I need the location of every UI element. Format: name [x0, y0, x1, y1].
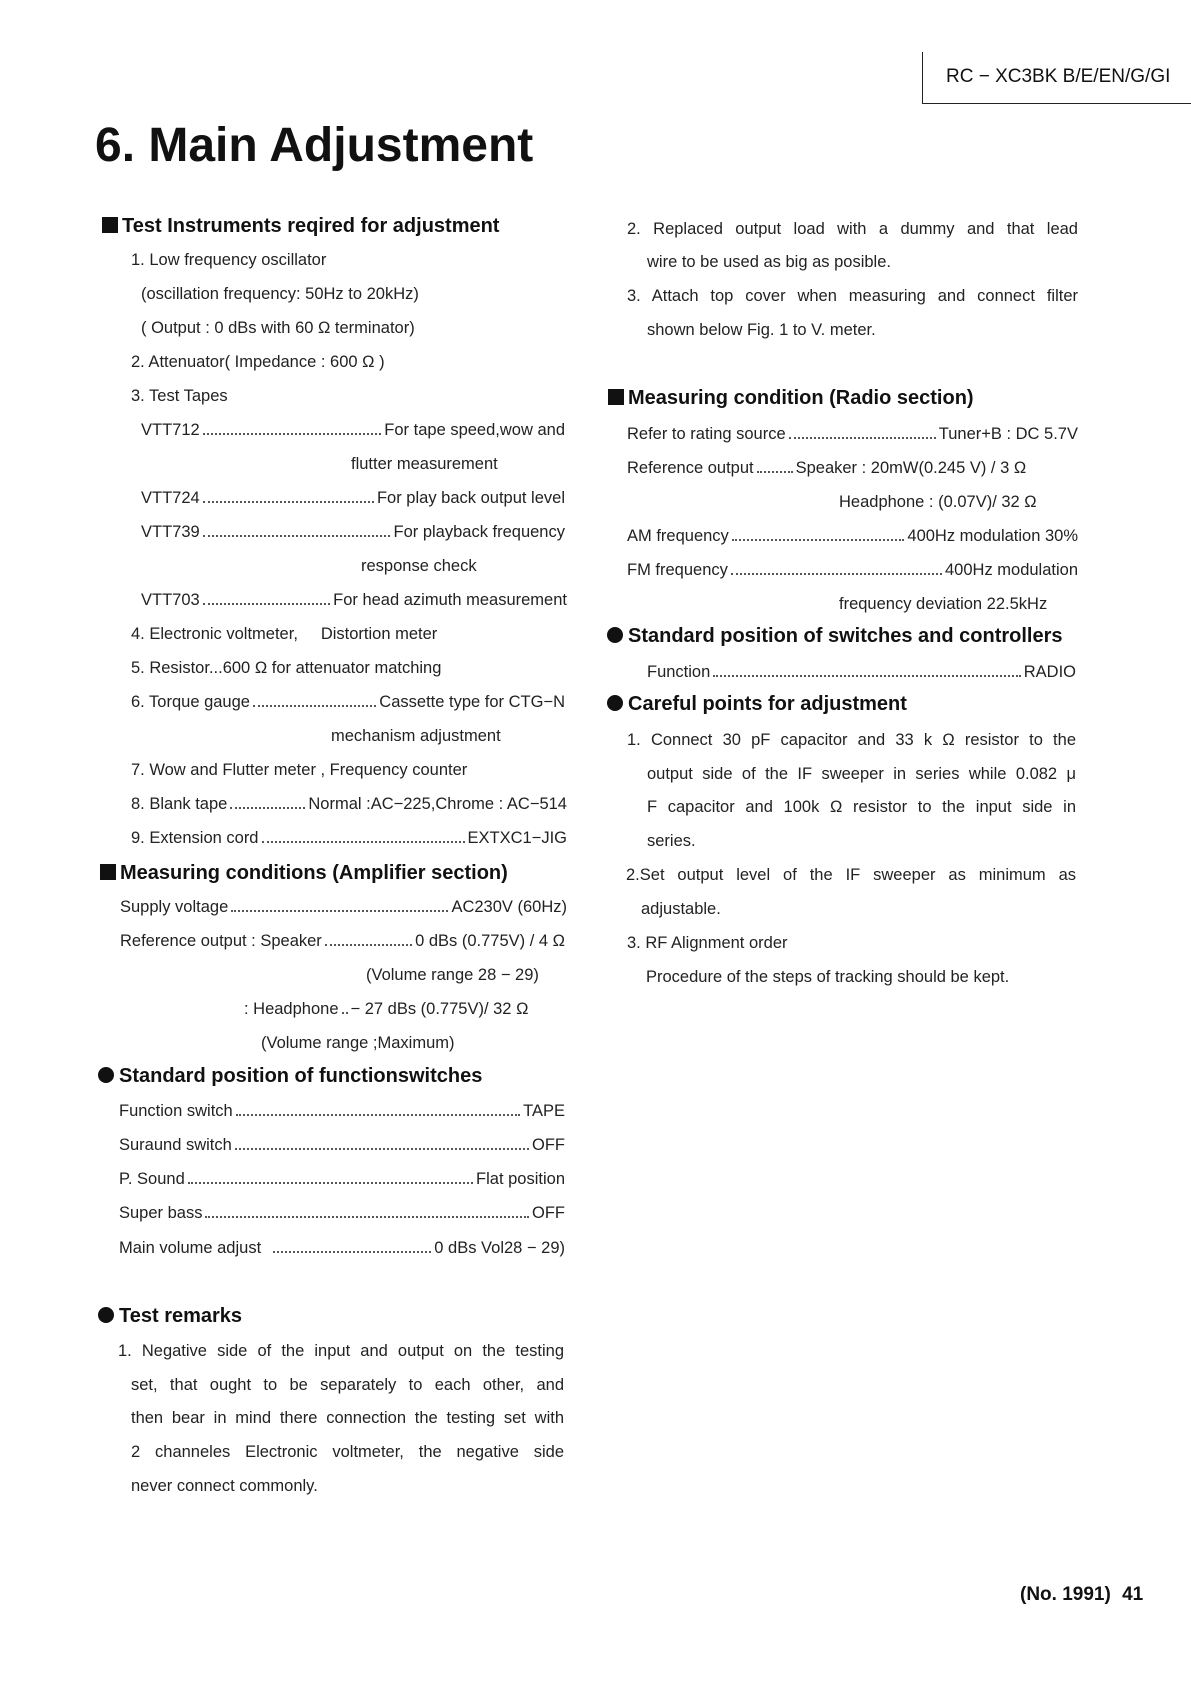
instrument-item-4: 4. Electronic voltmeter, Distortion meter: [131, 625, 438, 643]
careful-line: output side of the IF sweeper in series while 0.082 μ: [647, 765, 1076, 783]
function-radio-row: Function RADIO: [647, 663, 1076, 681]
dot-leader: [325, 944, 412, 946]
amp-reference-row: Reference output : Speaker 0 dBs (0.775V) / 4 Ω: [120, 932, 565, 950]
function-switches-heading: Standard position of functionswitches: [98, 1064, 482, 1088]
instrument-item-3: 3. Test Tapes: [131, 387, 228, 405]
instrument-item-9: 9. Extension cord EXTXC1−JIG: [131, 829, 567, 847]
careful-points-heading: Careful points for adjustment: [607, 692, 907, 716]
dot-leader: [757, 471, 793, 473]
fm-frequency-row: FM frequency 400Hz modulation: [627, 561, 1078, 579]
rating-source-row: Refer to rating source Tuner+B : DC 5.7V: [627, 425, 1078, 443]
dot-leader: [262, 841, 465, 843]
tape-desc: For play back output level: [376, 489, 565, 507]
tape-desc: For tape speed,wow and: [384, 421, 565, 439]
instrument-item-6: 6. Torque gauge Cassette type for CTG−N: [131, 693, 565, 711]
radio-headphone: Headphone : (0.07V)/ 32 Ω: [839, 493, 1037, 511]
tape-row-vtt712: [141, 420, 565, 440]
instrument-item-8: 8. Blank tape Normal :AC−225,Chrome : AC−514: [131, 795, 567, 813]
round-bullet-icon: [607, 627, 623, 643]
tape-code: VTT724: [141, 489, 200, 507]
instrument-item-1: 1. Low frequency oscillator: [131, 251, 327, 269]
careful-line: 1. Connect 30 pF capacitor and 33 k Ω resistor to the: [627, 731, 1076, 749]
radio-reference-row: Reference output Speaker : 20mW(0.245 V) / 3 Ω: [627, 459, 1027, 477]
doc-number: (No. 1991): [1020, 1584, 1111, 1605]
careful-line: adjustable.: [641, 900, 721, 918]
instrument-item-1-freq: (oscillation frequency: 50Hz to 20kHz): [141, 285, 419, 303]
switch-row-function: Function switch TAPE: [119, 1102, 565, 1120]
tape-code: VTT712: [141, 421, 200, 439]
test-remarks-line: then bear in mind there connection the testing set with: [131, 1409, 564, 1427]
supply-voltage-row: Supply voltage AC230V (60Hz): [120, 898, 567, 916]
square-bullet-icon: [100, 864, 116, 880]
dot-leader: [713, 675, 1020, 677]
dot-leader: [203, 501, 374, 503]
tape-row-vtt724: [141, 488, 565, 508]
am-frequency-row: AM frequency 400Hz modulation 30%: [627, 527, 1078, 545]
dot-leader: [203, 535, 391, 537]
test-remarks-line: 1. Negative side of the input and output on the testing: [118, 1342, 564, 1360]
instrument-item-7: 7. Wow and Flutter meter , Frequency counter: [131, 761, 468, 779]
switch-row-super-bass: Super bass OFF: [119, 1204, 565, 1222]
test-remarks-line: 2 channeles Electronic voltmeter, the negative side: [131, 1443, 564, 1461]
page-number: 41: [1122, 1584, 1144, 1605]
switch-row-suraund: Suraund switch OFF: [119, 1136, 565, 1154]
dot-leader: [732, 539, 905, 541]
dot-leader: [273, 1251, 431, 1253]
instrument-item-6-cont: mechanism adjustment: [331, 727, 501, 745]
note-line: 3. Attach top cover when measuring and connect filter: [627, 287, 1078, 305]
test-remarks-line: never connect commonly.: [131, 1477, 318, 1495]
dot-leader: [253, 705, 376, 707]
dot-leader: [731, 573, 942, 575]
switch-row-main-volume: Main volume adjust 0 dBs Vol28 − 29): [119, 1239, 565, 1257]
switch-row-p-sound: P. Sound Flat position: [119, 1170, 565, 1188]
careful-line: 3. RF Alignment order: [627, 934, 788, 952]
dot-leader: [230, 807, 305, 809]
round-bullet-icon: [98, 1067, 114, 1083]
instrument-item-5: 5. Resistor...600 Ω for attenuator matching: [131, 659, 442, 677]
dot-leader: [188, 1182, 473, 1184]
dot-leader: [789, 437, 936, 439]
note-line: 2. Replaced output load with a dummy and that lead: [627, 220, 1078, 238]
amp-reference-note: (Volume range 28 − 29): [366, 966, 539, 984]
test-remarks-heading: Test remarks: [98, 1304, 242, 1328]
tape-code: VTT703: [141, 591, 200, 609]
tape-desc-cont: flutter measurement: [351, 455, 498, 473]
test-instruments-heading: Test Instruments reqired for adjustment: [102, 214, 499, 238]
page-footer: [1020, 1584, 1143, 1606]
tape-row-vtt739: [141, 522, 565, 542]
switch-positions-heading: Standard position of switches and controllers: [607, 624, 1063, 648]
careful-line: Procedure of the steps of tracking should be kept.: [646, 968, 1010, 986]
round-bullet-icon: [607, 695, 623, 711]
careful-line: 2.Set output level of the IF sweeper as minimum as: [626, 866, 1076, 884]
square-bullet-icon: [608, 389, 624, 405]
instrument-item-1-output: ( Output : 0 dBs with 60 Ω terminator): [141, 319, 415, 337]
test-remarks-line: set, that ought to be separately to each other, and: [131, 1376, 564, 1394]
dot-leader: [203, 603, 330, 605]
dot-leader: [235, 1148, 529, 1150]
tape-desc: For head azimuth measurement: [333, 591, 567, 609]
round-bullet-icon: [98, 1307, 114, 1323]
tape-desc-cont: response check: [361, 557, 477, 575]
model-header: RC − XC3BK B/E/EN/G/GI: [946, 66, 1171, 87]
dot-leader: [231, 910, 448, 912]
page-title: 6. Main Adjustment: [95, 119, 534, 172]
tape-row-vtt703: [141, 590, 567, 610]
square-bullet-icon: [102, 217, 118, 233]
amp-headphone-note: (Volume range ;Maximum): [261, 1034, 455, 1052]
amp-conditions-heading: Measuring conditions (Amplifier section): [100, 861, 508, 885]
amp-headphone-row: : Headphone − 27 dBs (0.775V)/ 32 Ω: [244, 1000, 529, 1018]
fm-deviation: frequency deviation 22.5kHz: [839, 595, 1048, 613]
careful-line: F capacitor and 100k Ω resistor to the input side in: [647, 798, 1076, 816]
dot-leader: [203, 433, 382, 435]
dot-leader: [236, 1114, 520, 1116]
instrument-item-2: 2. Attenuator( Impedance : 600 Ω ): [131, 353, 385, 371]
dot-leader: [342, 1012, 348, 1014]
tape-desc: For playback frequency: [393, 523, 565, 541]
dot-leader: [205, 1216, 529, 1218]
note-line: wire to be used as big as posible.: [647, 253, 891, 271]
tape-code: VTT739: [141, 523, 200, 541]
careful-line: series.: [647, 832, 696, 850]
radio-conditions-heading: Measuring condition (Radio section): [608, 386, 974, 410]
note-line: shown below Fig. 1 to V. meter.: [647, 321, 876, 339]
